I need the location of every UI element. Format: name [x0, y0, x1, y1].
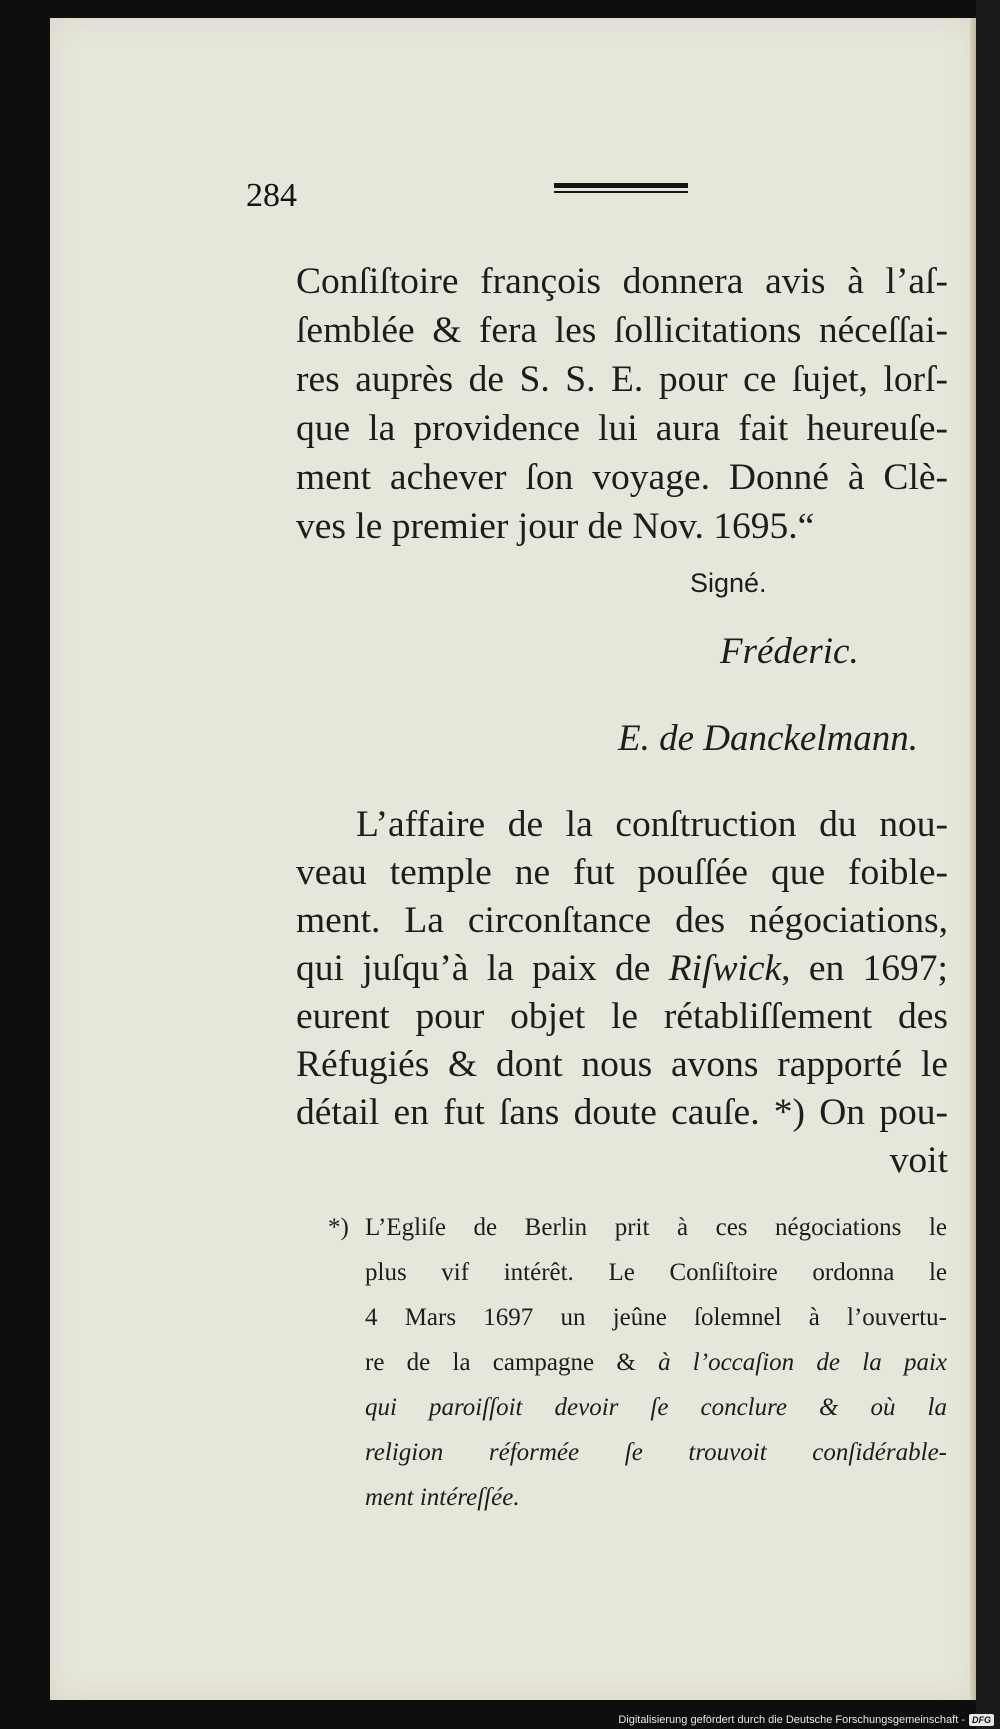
text-fragment-italic: à l’occaſion de la paix	[658, 1349, 947, 1376]
scan-edge	[976, 0, 1000, 1729]
text-line: veau temple ne fut pouſſée que foible-	[296, 852, 948, 893]
paragraph-1	[296, 257, 948, 551]
footnote-line: ment intéreſſée.	[365, 1484, 520, 1511]
digitization-credit	[618, 1714, 994, 1726]
footnote-line: plus vif intérêt. Le Conſiſtoire ordonna le	[365, 1259, 947, 1286]
footnote-line: religion réformée ſe trouvoit conſidérable-	[365, 1439, 947, 1466]
footnote-line: L’Egliſe de Berlin prit à ces négociations le	[365, 1214, 947, 1241]
text-line: L’affaire de la conſtruction du nou-	[356, 804, 948, 845]
page-header	[246, 165, 946, 225]
text-fragment: qui juſqu’à la paix de	[296, 948, 669, 989]
footnote-line	[365, 1340, 947, 1385]
place-name-riswick: Riſwick	[668, 948, 782, 989]
text-line: ment. La circonſtance des négociations,	[296, 900, 948, 941]
page-number: 284	[246, 177, 297, 214]
text-line: que la providence lui aura fait heureuſe-	[296, 408, 948, 449]
footnote-line: qui paroiſſoit devoir ſe conclure & où la	[365, 1394, 947, 1421]
catchword: voit	[889, 1140, 948, 1181]
header-ornament	[554, 183, 688, 193]
footnote	[328, 1205, 947, 1520]
footnote-line: 4 Mars 1697 un jeûne ſolemnel à l’ouvertu-	[365, 1304, 947, 1331]
text-line: ſemblée & fera les ſollicitations néceſſai-	[296, 310, 948, 351]
text-line: ves le premier jour de Nov. 1695.“	[296, 506, 815, 547]
text-fragment: , en 1697;	[781, 948, 948, 989]
credit-text: Digitalisierung gefördert durch die Deutsche Forschungsgemeinschaft -	[618, 1714, 965, 1726]
signature-danckelmann: E. de Danckelmann.	[618, 718, 919, 759]
text-line: res auprès de S. S. E. pour ce ſujet, lorſ-	[296, 359, 948, 400]
text-fragment: re de la campagne &	[365, 1349, 659, 1376]
text-line	[296, 945, 948, 993]
text-line: ment achever ſon voyage. Donné à Clè-	[296, 457, 948, 498]
signe-label: Signé.	[690, 568, 767, 598]
dfg-logo: DFG	[969, 1714, 994, 1726]
text-line: Réfugiés & dont nous avons rapporté le	[296, 1044, 948, 1085]
text-line: Conſiſtoire françois donnera avis à l’aſ-	[296, 261, 948, 302]
paragraph-2	[296, 801, 948, 1185]
signature-frederic: Fréderic.	[720, 631, 859, 672]
text-line: détail en fut ſans doute cauſe. *) On pou-	[296, 1092, 948, 1133]
footnote-mark: *)	[328, 1214, 349, 1241]
text-line: eurent pour objet le rétabliſſement des	[296, 996, 948, 1037]
